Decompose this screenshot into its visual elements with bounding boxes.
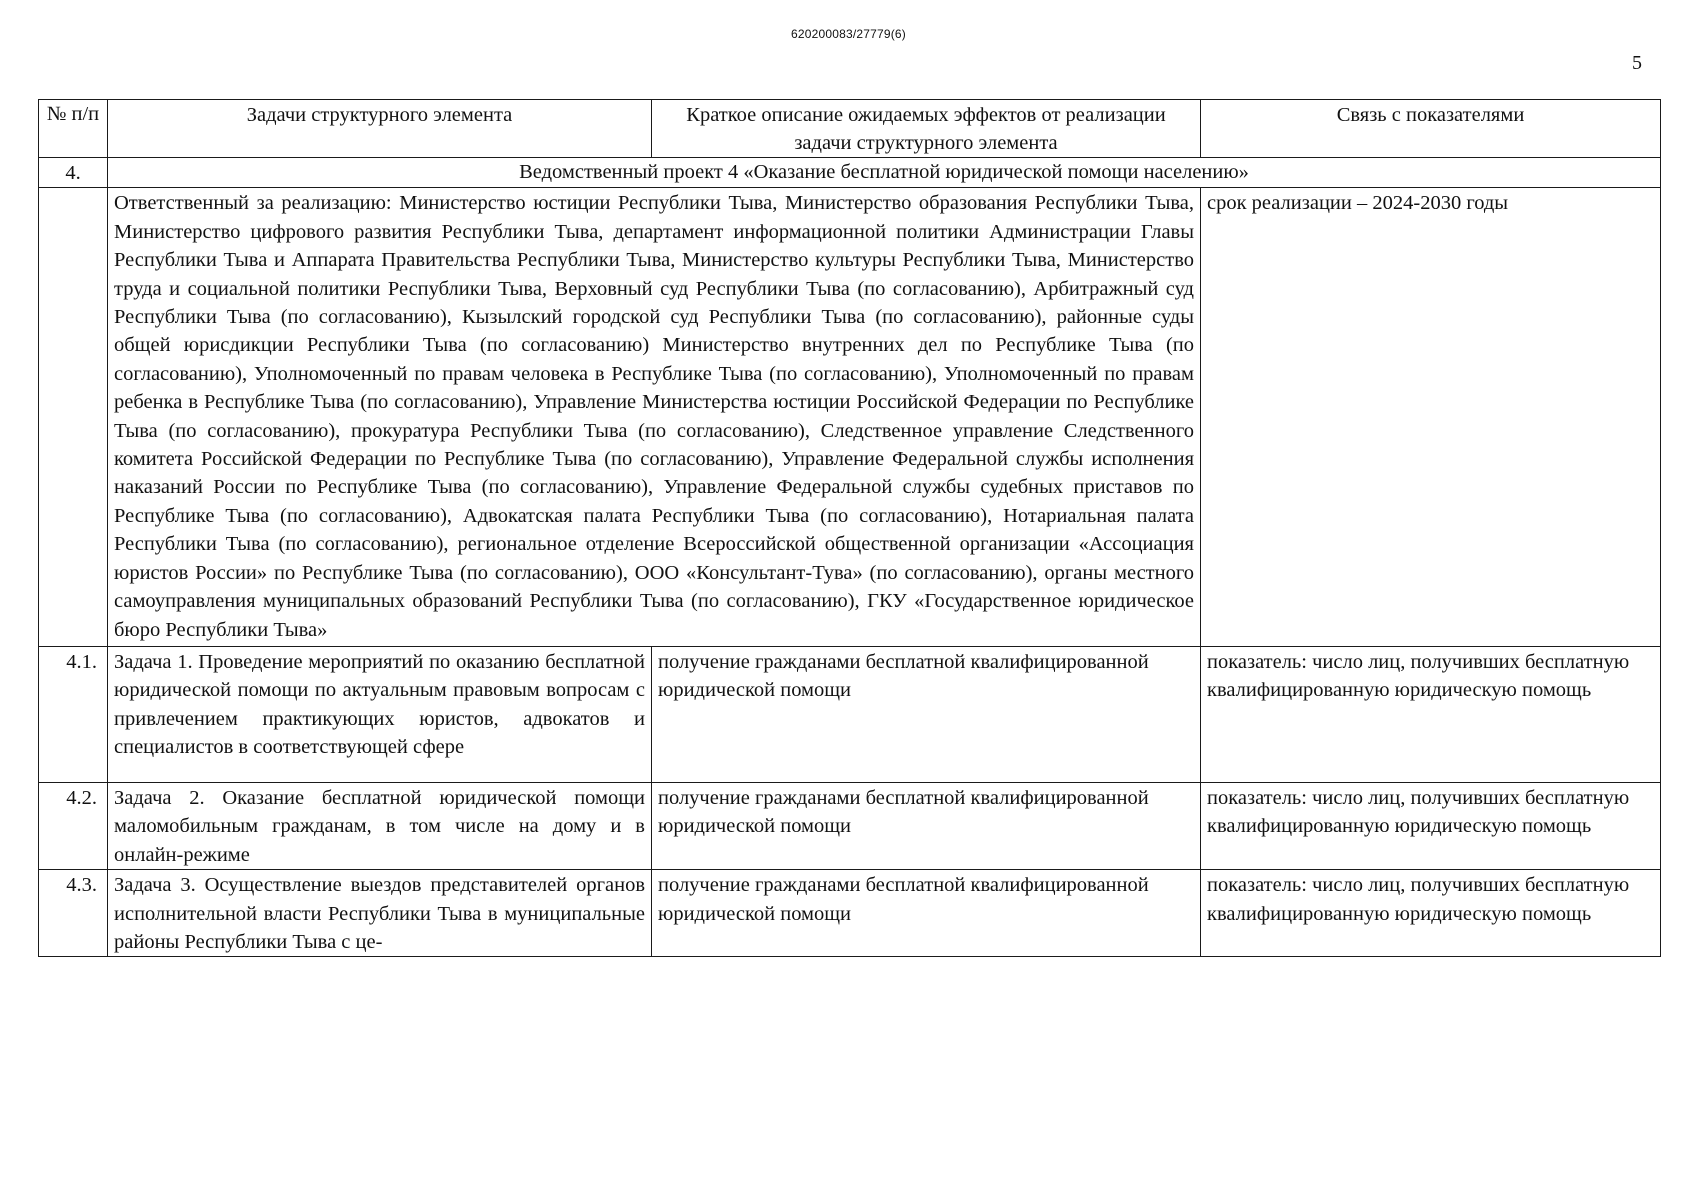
project-title-row	[39, 158, 1661, 188]
project-number: 4.	[39, 158, 108, 188]
table-row	[39, 870, 1661, 957]
task-description: Задача 3. Осуществление выездов представителей органов исполнительной власти Республики Тыва в муниципальные районы Республики Тыва с це-	[108, 870, 652, 957]
column-header-num: № п/п	[39, 100, 108, 158]
task-effect: получение гражданами бесплатной квалифицированной юридической помощи	[652, 646, 1201, 782]
column-header-indicators: Связь с показателями	[1201, 100, 1661, 158]
document-registration-number: 620200083/27779(6)	[790, 27, 907, 41]
task-indicator: показатель: число лиц, получивших бесплатную квалифицированную юридическую помощь	[1201, 870, 1661, 957]
project-term: срок реализации – 2024-2030 годы	[1201, 188, 1661, 647]
structural-element-tasks-table	[38, 99, 1661, 957]
column-header-tasks: Задачи структурного элемента	[108, 100, 652, 158]
project-responsible: Ответственный за реализацию: Министерство юстиции Республики Тыва, Министерство образования Республики Тыва, Министерство цифрового развития Республики Тыва, департамент информационной политики Администрации Главы Республики Тыва и Аппарата Правительства Республики Тыва, Министерство культуры Республики Тыва, Министерство труда и социальной политики Республики Тыва, Верховный суд Республики Тыва (по согласованию), Арбитражный суд Республики Тыва (по согласованию), Кызылский городской суд Республики Тыва (по согласованию), районные суды общей юрисдикции Республики Тыва (по согласованию) Министерство внутренних дел по Республике Тыва (по согласованию), Уполномоченный по правам человека в Республике Тыва (по согласованию), Уполномоченный по правам ребенка в Республике Тыва (по согласованию), Управление Министерства юстиции Российской Федерации по Республике Тыва (по согласованию), прокуратура Республики Тыва (по согласованию), Следственное управление Следственного комитета Российской Федерации по Республике Тыва (по согласованию), Управление Федеральной службы исполнения наказаний России по Республике Тыва (по согласованию), Управление Федеральной службы судебных приставов по Республике Тыва (по согласованию), Адвокатская палата Республики Тыва (по согласованию), Нотариальная палата Республики Тыва (по согласованию), региональное отделение Всероссийской общественной организации «Ассоциация юристов России» по Республике Тыва (по согласованию), ООО «Консультант-Тува» (по согласованию), органы местного самоуправления муниципальных образований Республики Тыва (по согласованию), ГКУ «Государственное юридическое бюро Республики Тыва»	[108, 188, 1201, 647]
table-row	[39, 782, 1661, 869]
task-description: Задача 2. Оказание бесплатной юридической помощи маломобильным гражданам, в том числе на дому и в онлайн-режиме	[108, 782, 652, 869]
task-number: 4.3.	[39, 870, 108, 957]
table-header-row	[39, 100, 1661, 158]
task-effect: получение гражданами бесплатной квалифицированной юридической помощи	[652, 870, 1201, 957]
task-indicator: показатель: число лиц, получивших бесплатную квалифицированную юридическую помощь	[1201, 782, 1661, 869]
task-effect: получение гражданами бесплатной квалифицированной юридической помощи	[652, 782, 1201, 869]
page-number: 5	[1632, 52, 1642, 74]
table-row	[39, 646, 1661, 782]
column-header-effects: Краткое описание ожидаемых эффектов от реализации задачи структурного элемента	[652, 100, 1201, 158]
task-number: 4.2.	[39, 782, 108, 869]
empty-num-cell	[39, 188, 108, 647]
task-description: Задача 1. Проведение мероприятий по оказанию бесплатной юридической помощи по актуальным правовым вопросам с привлечением практикующих юристов, адвокатов и специалистов в соответствующей сфере	[108, 646, 652, 782]
project-responsible-row	[39, 188, 1661, 647]
task-number: 4.1.	[39, 646, 108, 782]
task-indicator: показатель: число лиц, получивших бесплатную квалифицированную юридическую помощь	[1201, 646, 1661, 782]
project-title: Ведомственный проект 4 «Оказание бесплатной юридической помощи населению»	[108, 158, 1661, 188]
